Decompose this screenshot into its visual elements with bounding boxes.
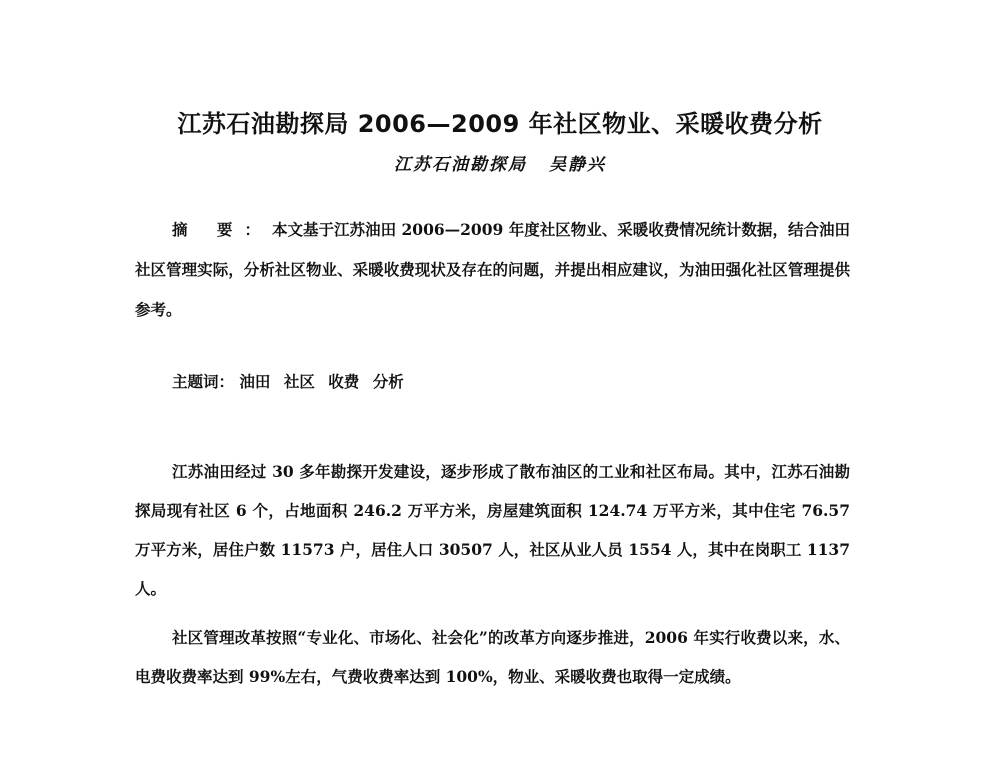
abstract [135, 210, 850, 330]
body-paragraph: 江苏油田经过 30 多年勘探开发建设，逐步形成了散布油区的工业和社区布局。其中，江苏石油勘探局现有社区 6 个，占地面积 246.2 万平方米，房屋建筑面积 124.74 万平方米，其中住宅 76.57 万平方米，居住户数 11573 户，居住人口 30507 人，社区从业人员 1554 人，其中在岗职工 1137 人。 [135, 462, 850, 598]
keyword: 社区 [283, 372, 315, 391]
abstract-label: 摘 要： [172, 220, 272, 239]
keyword: 收费 [328, 372, 360, 391]
keyword: 油田 [239, 372, 271, 391]
author-name: 吴静兴 [549, 155, 606, 175]
author-line [0, 150, 1000, 175]
keywords-label: 主题词： [172, 372, 235, 391]
document-title: 江苏石油勘探局 2006—2009 年社区物业、采暖收费分析 [177, 110, 823, 138]
keyword: 分析 [372, 372, 404, 391]
abstract-text: 本文基于江苏油田 2006—2009 年度社区物业、采暖收费情况统计数据，结合油田社区管理实际，分析社区物业、采暖收费现状及存在的问题，并提出相应建议，为油田强化社区管理提供参考。 [135, 220, 850, 319]
body-paragraph: 社区管理改革按照“专业化、市场化、社会化”的改革方向逐步推进，2006 年实行收费以来，水、电费收费率达到 99%左右，气费收费率达到 100%，物业、采暖收费也取得一定成绩。 [135, 628, 850, 686]
author-affiliation: 江苏石油勘探局 [394, 155, 527, 175]
keywords [172, 370, 412, 392]
